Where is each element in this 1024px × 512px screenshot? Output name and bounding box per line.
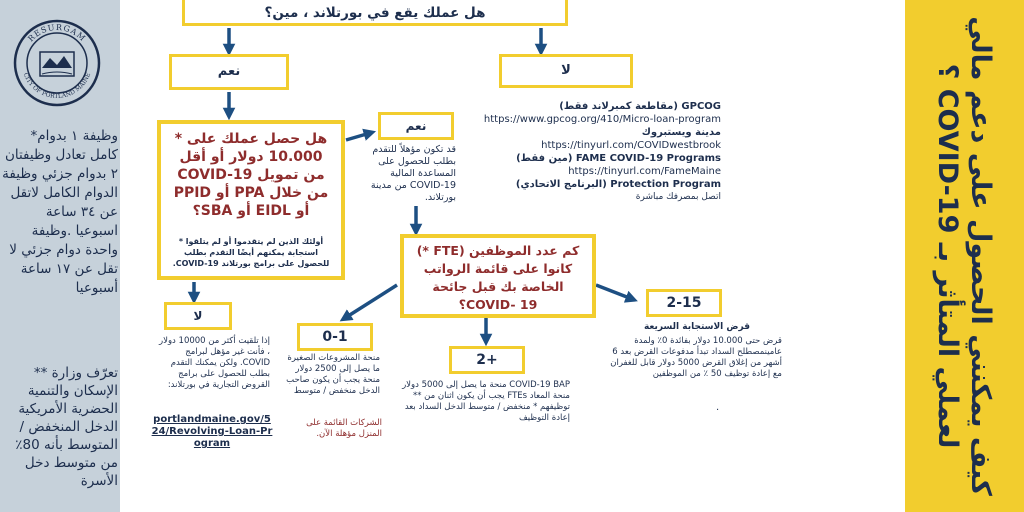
resource-fame-name: FAME COVID-19 Programs (مين فقط)	[516, 153, 721, 164]
branch-2-15-box	[646, 289, 722, 317]
page-title: كيف يمكنني الحصول على دعم مالي لعملي المتأثر بـ COVID-19 ؟	[932, 16, 996, 496]
seal-top-text: RESURGAM	[26, 22, 88, 44]
arrow-q2-yes	[346, 133, 370, 140]
arrow-q3-215	[596, 285, 632, 299]
resources-list	[455, 100, 721, 203]
q3-box	[400, 234, 596, 318]
resource-westbrook-name: مدينة ويستبروك	[641, 127, 721, 138]
q1-text: هل عملك يقع في بورتلاند ، مين؟	[264, 5, 486, 21]
branch-0-1-box	[297, 323, 373, 351]
resource-ppp-name: Protection Program (البرنامج الاتحادي)	[515, 179, 721, 190]
resource-westbrook-url[interactable]: https://tinyurl.com/COVIDwestbrook	[541, 140, 721, 151]
q2-yes-label: نعم	[405, 119, 427, 133]
q2-yes-box	[378, 112, 454, 140]
q3-text: كم عدد الموظفين (FTE *) كانوا على قائمة الرواتب الخاصة بك قبل جائحة COVID- 19؟	[416, 243, 580, 312]
branch-0-1-text: منحة المشروعات الصغيرة ما يصل إلى 2500 دولار منحة يجب أن يكون صاحب الدخل منخفض / متوسط	[286, 353, 380, 396]
hud-income-definition-note: تعرّف وزارة ** الإسكان والتنمية الحضرية الأمريكية الدخل المنخفض / المتوسط بأنه 80٪ من متوسط دخل الأسرة	[15, 365, 118, 489]
resource-ppp-contact: اتصل بمصرفك مباشرة	[635, 192, 721, 202]
branch-2-15-dot: .	[716, 402, 720, 413]
branch-2plus-text: COVID-19 BAP منحة ما يصل إلى 5000 دولار منحة المعاد FTEs يجب أن يكون اثنان من ** توظيفهم * منخفض / متوسط الدخل السداد بعد إعادة التوظيف	[402, 380, 570, 423]
q2-no-text: إذا تلقيت أكثر من 10000 دولار ، فأنت غير مؤهل لبرامج COVID. ولكن يمكنك التقدم بطلب للحصول على برامج القروض التجارية في بورتلاند:	[159, 336, 270, 390]
branch-2plus-box	[449, 346, 525, 374]
q2-box	[157, 120, 345, 280]
revolving-loan-link[interactable]: portlandmaine.gov/524/Revolving-Loan-Program	[151, 414, 273, 449]
resource-fame-url[interactable]: https://tinyurl.com/FameMaine	[568, 166, 721, 177]
q1-yes-box	[169, 54, 289, 90]
q2-yes-text: قد تكون مؤهلاً للتقدم بطلب للحصول على المساعدة المالية COVID-19 من مدينة بورتلاند.	[370, 144, 456, 203]
q2-text: هل حصل عملك على * 10.000 دولار أو أقل من تمويل COVID-19 من خلال PPA أو PPID أو EIDL أو SBA؟	[173, 131, 329, 219]
q2-note: أولئك الذين لم يتقدموا أو لم يتلقوا * استجابة يمكنهم أيضًا التقدم بطلب للحصول على برامج بورتلاند COVID-19.	[172, 237, 330, 268]
q1-no-box	[499, 54, 633, 88]
q1-box	[182, 0, 568, 26]
full-time-definition-note: وظيفة ١ بدوام* كامل تعادل وظيفتان ٢ بدوام جزئي وظيفة الدوام الكامل لاتقل عن ٣٤ ساعة اسبوعيا .وظيفة واحدة دوام جزئي لا تقل عن ١٧ ساعة أسبوعيا	[2, 128, 118, 296]
seal-bottom-text: CITY OF PORTLAND MAINE	[21, 71, 93, 101]
resource-gpcog-name: GPCOG (مقاطعة كمبرلاند فقط)	[559, 101, 721, 112]
q1-yes-label: نعم	[217, 64, 241, 79]
branch-2-15-text: قرض حتى 10.000 دولار بفائدة 0٪ ولمدة عامينمصطلح السداد تبدأ مدفوعات القرض بعد 6 أشهر من إغلاق القرض 5000 دولار قابل للغفران مع إعادة توظيف 50 ٪ من الموظفين	[610, 336, 782, 379]
city-seal-logo	[12, 18, 102, 108]
q2-no-label: لا	[193, 309, 203, 323]
branch-2-15-heading: قرض الاستجابة السريعة	[643, 322, 750, 332]
arrow-q3-01	[345, 285, 397, 318]
branch-0-1-note: الشركات القائمة على المنزل مؤهلة الآن.	[306, 418, 382, 439]
branch-0-1-label: 0-1	[322, 329, 348, 345]
q1-no-label: لا	[561, 63, 571, 78]
q2-no-box	[164, 302, 232, 330]
title-wrapper	[905, 0, 1024, 512]
resource-gpcog-url[interactable]: https://www.gpcog.org/410/Micro-loan-program	[483, 114, 721, 125]
branch-2plus-label: 2+	[476, 352, 498, 368]
branch-2-15-label: 2-15	[666, 295, 702, 311]
